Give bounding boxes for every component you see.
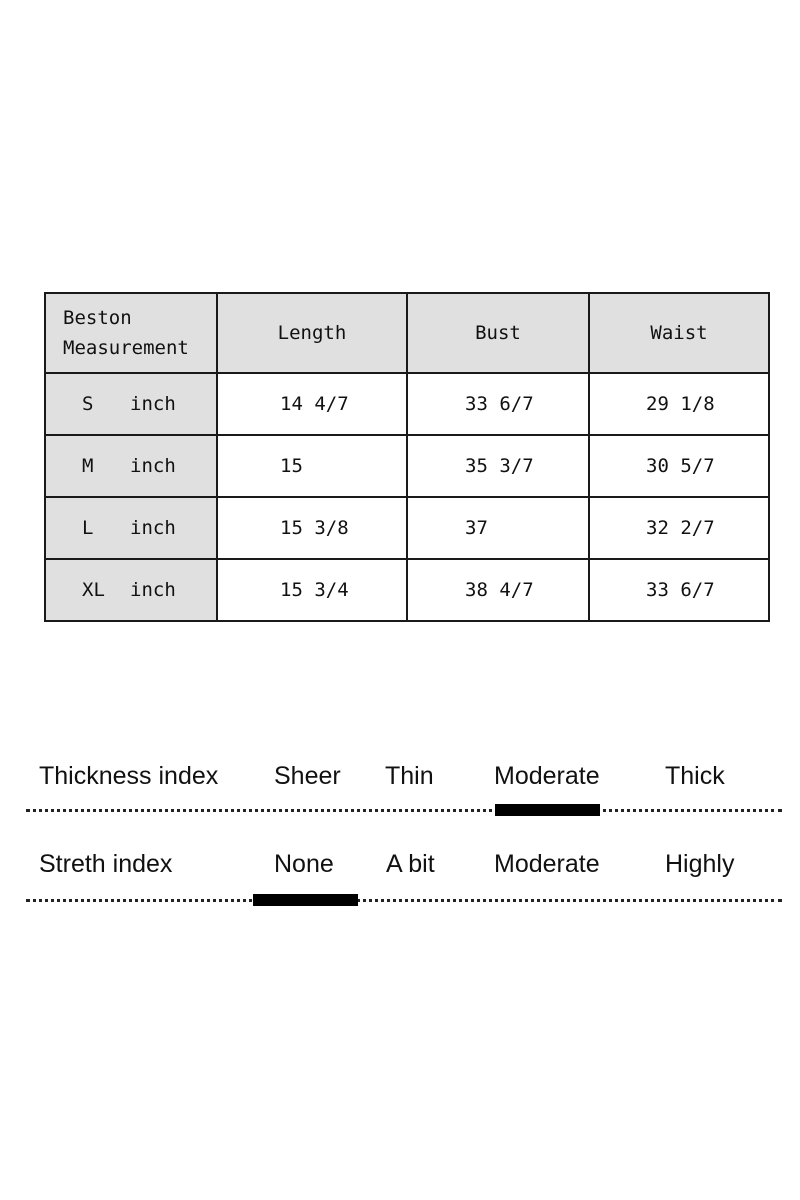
waist-value: 32 2/7 <box>589 497 769 559</box>
stretch-option-highly: Highly <box>665 850 735 878</box>
size-cell <box>45 497 217 559</box>
size-label: S <box>82 393 94 415</box>
thickness-selected-marker <box>495 804 600 816</box>
thickness-option-sheer: Sheer <box>274 762 341 790</box>
stretch-index-row <box>0 850 800 890</box>
corner-header-line1: Beston <box>63 307 132 329</box>
thickness-scale-line <box>26 809 782 812</box>
stretch-option-none: None <box>274 850 334 878</box>
stretch-option-a-bit: A bit <box>386 850 435 878</box>
size-label: XL <box>82 579 105 601</box>
table-header-row <box>45 293 769 373</box>
column-header-waist: Waist <box>589 293 769 373</box>
corner-header-line2: Measurement <box>63 337 189 359</box>
thickness-index-label: Thickness index <box>39 762 219 790</box>
thickness-option-thick: Thick <box>665 762 725 790</box>
table-corner-header <box>45 293 217 373</box>
size-label: M <box>82 455 94 477</box>
size-cell <box>45 559 217 621</box>
waist-value: 29 1/8 <box>589 373 769 435</box>
stretch-scale-line <box>26 899 782 902</box>
bust-value: 38 4/7 <box>407 559 589 621</box>
length-value: 15 3/4 <box>217 559 407 621</box>
thickness-option-moderate: Moderate <box>494 762 600 790</box>
bust-value: 33 6/7 <box>407 373 589 435</box>
waist-value: 33 6/7 <box>589 559 769 621</box>
size-measurement-table <box>44 292 770 622</box>
column-header-bust: Bust <box>407 293 589 373</box>
bust-value: 37 <box>407 497 589 559</box>
thickness-index-row <box>0 762 800 802</box>
unit-label: inch <box>130 579 176 601</box>
table-row <box>45 497 769 559</box>
stretch-selected-marker <box>253 894 358 906</box>
thickness-option-thin: Thin <box>385 762 434 790</box>
stretch-index-label: Streth index <box>39 850 173 878</box>
size-label: L <box>82 517 94 539</box>
unit-label: inch <box>130 393 176 415</box>
unit-label: inch <box>130 455 176 477</box>
size-cell <box>45 435 217 497</box>
length-value: 15 <box>217 435 407 497</box>
table-row <box>45 559 769 621</box>
length-value: 15 3/8 <box>217 497 407 559</box>
unit-label: inch <box>130 517 176 539</box>
stretch-option-moderate: Moderate <box>494 850 600 878</box>
table-row <box>45 373 769 435</box>
size-cell <box>45 373 217 435</box>
table-row <box>45 435 769 497</box>
waist-value: 30 5/7 <box>589 435 769 497</box>
bust-value: 35 3/7 <box>407 435 589 497</box>
length-value: 14 4/7 <box>217 373 407 435</box>
column-header-length: Length <box>217 293 407 373</box>
